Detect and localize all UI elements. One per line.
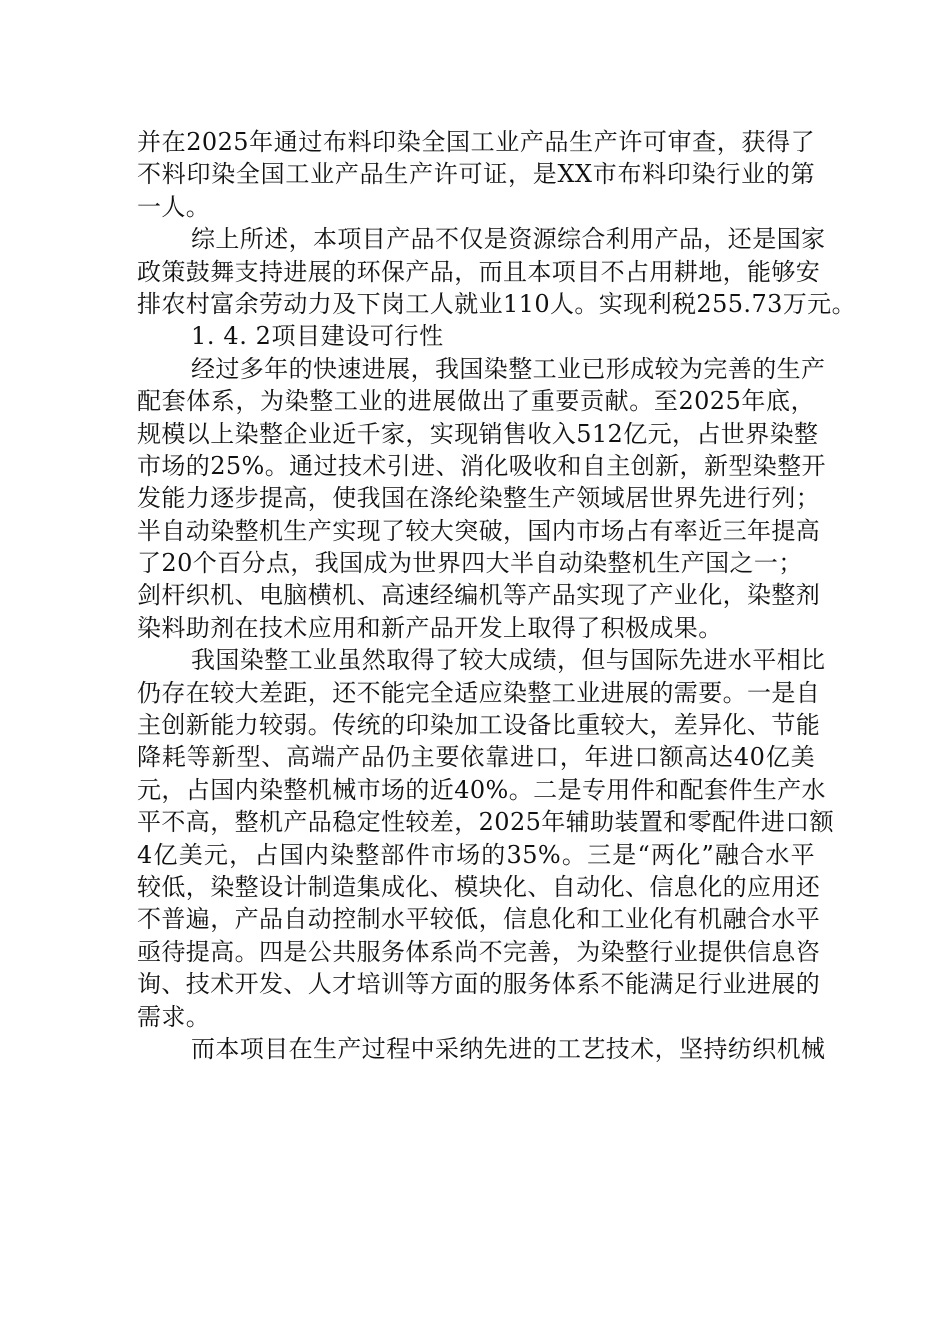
text-line: 染料助剂在技术应用和新产品开发上取得了积极成果。 (137, 613, 723, 642)
text-line: 而本项目在生产过程中采纳先进的工艺技术，坚持纺织机械 (191, 1034, 826, 1063)
text-line: 主创新能力较弱。传统的印染加工设备比重较大，差异化、节能 (137, 711, 821, 740)
text-line: 不普遍，产品自动控制水平较低，信息化和工业化有机融合水平 (137, 905, 821, 934)
text-line: 剑杆织机、电脑横机、高速经编机等产品实现了产业化，染整剂 (137, 581, 821, 610)
text-line: 市场的25%。通过技术引进、消化吸收和自主创新，新型染整开 (137, 451, 826, 480)
text-line: 了20个百分点，我国成为世界四大半自动染整机生产国之一； (137, 549, 803, 578)
text-line: 较低，染整设计制造集成化、模块化、自动化、信息化的应用还 (137, 872, 821, 901)
text-line: 一人。 (137, 192, 211, 221)
text-line: 降耗等新型、高端产品仍主要依靠进口，年进口额高达40亿美 (137, 743, 815, 772)
document-body (137, 126, 856, 1065)
text-line: 我国染整工业虽然取得了较大成绩，但与国际先进水平相比 (191, 646, 826, 675)
text-line: 经过多年的快速进展，我国染整工业已形成较为完善的生产 (191, 354, 826, 383)
text-line: 半自动染整机生产实现了较大突破，国内市场占有率近三年提高 (137, 516, 821, 545)
text-line: 配套体系，为染整工业的进展做出了重要贡献。至2025年底， (137, 387, 815, 416)
text-line: 平不高，整机产品稳定性较差，2025年辅助装置和零配件进口额 (137, 808, 835, 837)
text-line: 政策鼓舞支持进展的环保产品，而且本项目不占用耕地，能够安 (137, 257, 821, 286)
text-line: 综上所述，本项目产品不仅是资源综合利用产品，还是国家 (191, 225, 826, 254)
text-line: 4亿美元，占国内染整部件市场的35%。三是“两化”融合水平 (137, 840, 815, 869)
text-line: 不料印染全国工业产品生产许可证，是XX市布料印染行业的第 (137, 160, 815, 189)
text-line: 仍存在较大差距，还不能完全适应染整工业进展的需要。一是自 (137, 678, 821, 707)
text-line: 询、技术开发、人才培训等方面的服务体系不能满足行业进展的 (137, 970, 821, 999)
text-line: 元，占国内染整机械市场的近40%。二是专用件和配套件生产水 (137, 775, 826, 804)
text-line: 亟待提高。四是公共服务体系尚不完善，为染整行业提供信息咨 (137, 937, 821, 966)
text-line: 并在2025年通过布料印染全国工业产品生产许可审查，获得了 (137, 128, 815, 156)
text-line: 发能力逐步提高，使我国在涤纶染整生产领域居世界先进行列； (137, 484, 821, 513)
text-line: 需求。 (137, 1002, 211, 1031)
text-line: 规模以上染整企业近千家，实现销售收入512亿元，占世界染整 (137, 419, 819, 448)
text-line: 排农村富余劳动力及下岗工人就业110人。实现利税255.73万元。 (137, 289, 856, 318)
section-heading: 1. 4. 2项目建设可行性 (191, 322, 444, 351)
